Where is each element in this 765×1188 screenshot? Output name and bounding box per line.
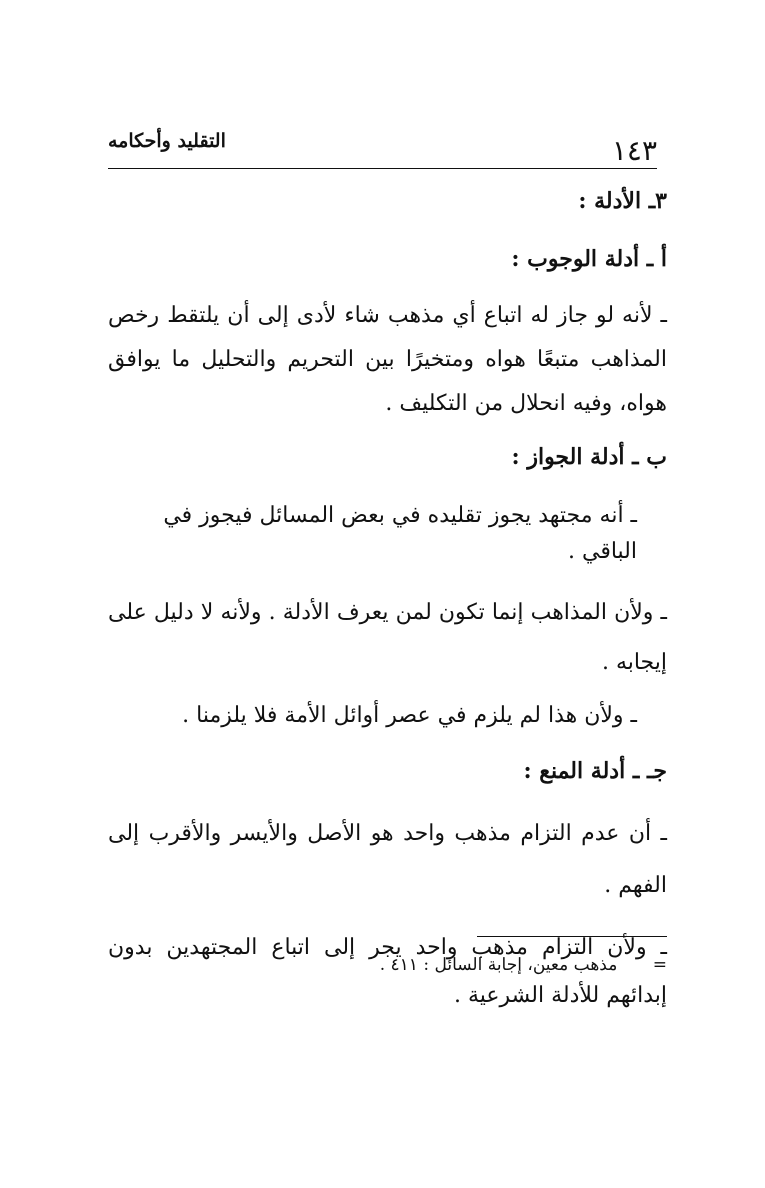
- running-title: التقليد وأحكامه: [108, 130, 226, 152]
- paragraph-permissibility-1: ـ أنه مجتهد يجوز تقليده في بعض المسائل فيجوز في الباقي .: [163, 503, 637, 564]
- paragraph-permissibility-2: ـ ولأن المذاهب إنما تكون لمن يعرف الأدلة . ولأنه لا دليل على إيجابه .: [108, 600, 667, 675]
- footnote-text: مذهب معين، إجابة السائل : ٤١١ .: [379, 955, 618, 975]
- paragraph-prohibition-2: ـ ولأن التزام مذهب واحد يجر إلى اتباع المجتهدين بدون إبدائهم للأدلة الشرعية .: [108, 935, 667, 1008]
- subheading-permissibility-evidence: ب ـ أدلة الجواز :: [511, 444, 667, 470]
- subheading-prohibition-evidence: جـ ـ أدلة المنع :: [523, 758, 667, 784]
- page-number: ١٤٣: [611, 134, 657, 167]
- page-header: [108, 128, 657, 168]
- paragraph-prohibition-1: ـ أن عدم التزام مذهب واحد هو الأصل والأيسر والأقرب إلى الفهم .: [108, 821, 667, 898]
- footnote-marker: =: [652, 955, 667, 975]
- paragraph-permissibility-3: ـ ولأن هذا لم يلزم في عصر أوائل الأمة فلا يلزمنا .: [182, 703, 637, 728]
- paragraph-obligation-1: ـ لأنه لو جاز له اتباع أي مذهب شاء لأدى إلى أن يلتقط رخص المذاهب متبعًا هواه ومتخيرًا بين التحريم والتحليل ما يوافق هواه، وفيه انحلال من التكليف .: [108, 303, 667, 416]
- footnote-rule: [477, 936, 667, 937]
- page-body: [108, 172, 667, 1020]
- header-rule: [108, 168, 657, 169]
- section-title: ٣ـ الأدلة :: [578, 188, 667, 214]
- footnote: [360, 953, 667, 977]
- subheading-obligation-evidence: أ ـ أدلة الوجوب :: [511, 246, 667, 272]
